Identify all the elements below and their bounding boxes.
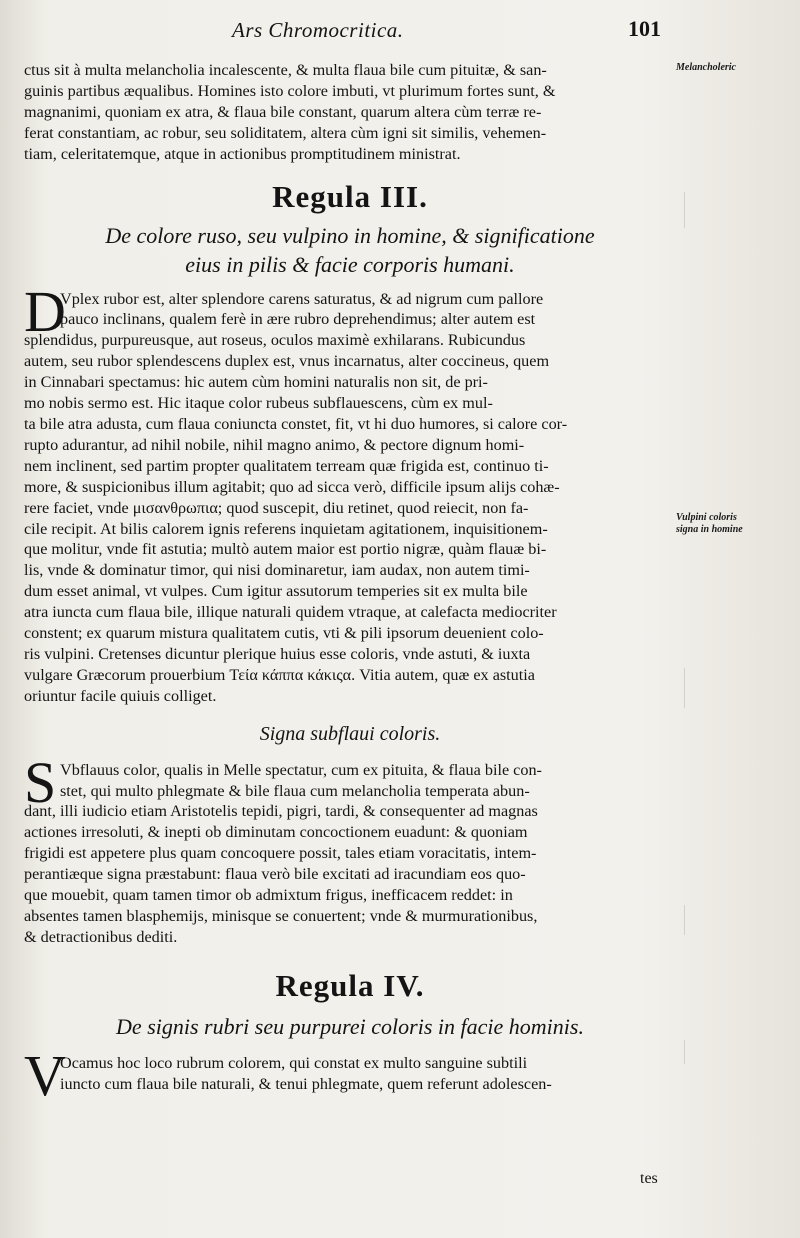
text-line: magnanimi, quoniam ex atra, & flaua bile constant, quarum altera cùm terræ re-	[24, 102, 542, 121]
rule-3-heading: Regula III.	[272, 178, 428, 214]
margin-note-vulpini-line: signa in homine	[676, 524, 743, 535]
text-line: ta bile atra adusta, cum flaua coniuncta constet, fit, vt hi duo humores, si calore cor-	[24, 414, 568, 433]
text-line: absentes tamen blasphemijs, minisque se conuertent; vnde & murmurationibus,	[24, 907, 538, 925]
text-line: que molitur, vnde fit astutia; multò autem maior est portio nigræ, quàm flauæ bi-	[24, 540, 547, 559]
text-line: iuncto cum flaua bile naturali, & tenui phlegmate, quem referunt adolescen-	[60, 1074, 552, 1093]
text-line: que mouebit, quam tamen timor ob admixtum frigus, inefficacem reddet: in	[24, 886, 513, 905]
text-line: pauco inclinans, qualem ferè in ære rubro deprehendimus; alter autem est	[60, 310, 536, 329]
subtitle-line: eius in pilis & facie corporis humani.	[185, 251, 515, 277]
paragraph-1	[24, 60, 676, 165]
show-through-mark	[684, 192, 755, 228]
page-body	[24, 60, 676, 1108]
text-line: oriuntur facile quiuis colliget.	[24, 686, 217, 705]
text-line: nem inclinent, sed partim propter qualitatem terream quæ frigida est, continuo ti-	[24, 456, 549, 475]
text-line: ferat constantiam, ac robur, seu soliditatem, altera cùm igni sit similis, vehemen-	[24, 123, 547, 142]
drop-cap: S	[24, 749, 57, 815]
drop-cap: D	[24, 278, 66, 344]
margin-note-melancholic: Melancholeric	[676, 62, 736, 73]
text-line: Vplex rubor est, alter splendore carens saturatus, & ad nigrum cum pallore	[60, 289, 544, 308]
drop-cap: V	[24, 1042, 66, 1108]
paragraph-3	[24, 749, 676, 948]
margin-note-vulpini	[676, 512, 743, 536]
page-number: 101	[628, 16, 661, 41]
running-title: Ars Chromocritica.	[232, 18, 404, 42]
text-line: lis, vnde & dominatur timor, qui nisi dominaretur, iam audax, non autem timi-	[24, 561, 530, 580]
show-through-mark	[684, 905, 755, 935]
subtitle-line: De colore ruso, seu vulpino in homine, & significatione	[105, 222, 595, 248]
text-line: cile recipit. At bilis calorem ignis referens inquietam agitationem, inquisitionem-	[24, 519, 548, 538]
text-line: & detractionibus dediti.	[24, 927, 178, 946]
text-line: atra iuncta cum flaua bile, illique naturali quidem vtraque, at calefacta mediocriter	[24, 603, 557, 622]
text-line: perantiæque signa præstabunt: flaua verò bile excitati ad iracundiam eos quo-	[24, 865, 526, 884]
signa-heading: Signa subflaui coloris.	[259, 722, 441, 745]
show-through-mark	[684, 1040, 755, 1064]
text-line: mo nobis sermo est. Hic itaque color rubeus subflauescens, cùm ex mul-	[24, 394, 493, 413]
text-line: actiones irresoluti, & inepti ob diminutam concoctionem euadunt: & quoniam	[24, 823, 528, 842]
text-line: rupto adurantur, ad nihil nobile, nihil magno animo, & pectore dignum homi-	[24, 435, 525, 454]
text-line: ctus sit à multa melancholia incalescente, & multa flaua bile cum pituitæ, & san-	[24, 61, 547, 79]
text-line: splendidus, purpureusque, aut roseus, oculos maximè exhilarans. Rubicundus	[24, 331, 526, 350]
text-line: vulgare Græcorum prouerbium Τεία κάππα κάκιςα. Vitia autem, quæ ex astutia	[24, 665, 535, 684]
paragraph-4-text	[24, 1053, 676, 1095]
text-line: ris vulpini. Cretenses dicuntur plerique huius esse coloris, vnde astuti, & iuxta	[24, 644, 531, 663]
paragraph-2	[24, 278, 676, 707]
text-line: rere faciet, vnde μισανθρωπια; quod suscepit, diu retinet, quod reiecit, non fa-	[24, 498, 529, 517]
show-through-mark	[684, 668, 755, 708]
text-line: constent; ex quarum mistura qualitatem cutis, vti & pili ipsorum deuenient colo-	[24, 624, 544, 643]
margin-note-vulpini-line: Vulpini coloris	[676, 512, 737, 523]
text-line: dant, illi iudicio etiam Aristotelis tepidi, pigri, tardi, & consequenter ad magnas	[24, 802, 538, 821]
text-line: more, & suspicionibus illum agitabit; quo ad sicca verò, difficile ipsum alijs cohæ-	[24, 477, 560, 496]
rule-4-heading: Regula IV.	[275, 967, 425, 1003]
text-line: tiam, celeritatemque, atque in actionibus promptitudinem ministrat.	[24, 144, 461, 163]
paragraph-4	[24, 1042, 676, 1108]
text-line: in Cinnabari spectamus: hic autem cùm homini naturalis non sit, de pri-	[24, 373, 488, 392]
text-line: guinis partibus æqualibus. Homines isto colore imbuti, vt plurimum fortes sunt, &	[24, 81, 556, 100]
text-line: frigidi est appetere plus quam concoquere possit, tales etiam voracitatis, intem-	[24, 844, 537, 863]
page-header	[0, 14, 800, 44]
text-line: Vbflauus color, qualis in Melle spectatur, cum ex pituita, & flaua bile con-	[60, 760, 542, 779]
rule-4-subtitle: De signis rubri seu purpurei coloris in facie hominis.	[116, 1013, 584, 1039]
paragraph-2-text	[24, 289, 676, 707]
text-line: dum esset animal, vt vulpes. Cum igitur assutorum temperies sit ex multa bile	[24, 582, 528, 601]
rule-3-subtitle	[24, 221, 676, 279]
text-line: Ocamus hoc loco rubrum colorem, qui constat ex multo sanguine subtili	[60, 1053, 528, 1072]
text-line: autem, seu rubor splendescens duplex est, vnus incarnatus, alter coccineus, quem	[24, 352, 550, 371]
paragraph-3-text	[24, 760, 676, 948]
text-line: stet, qui multo phlegmate & bile flaua cum melancholia temperata abun-	[60, 781, 530, 800]
catchword: tes	[640, 1170, 658, 1187]
